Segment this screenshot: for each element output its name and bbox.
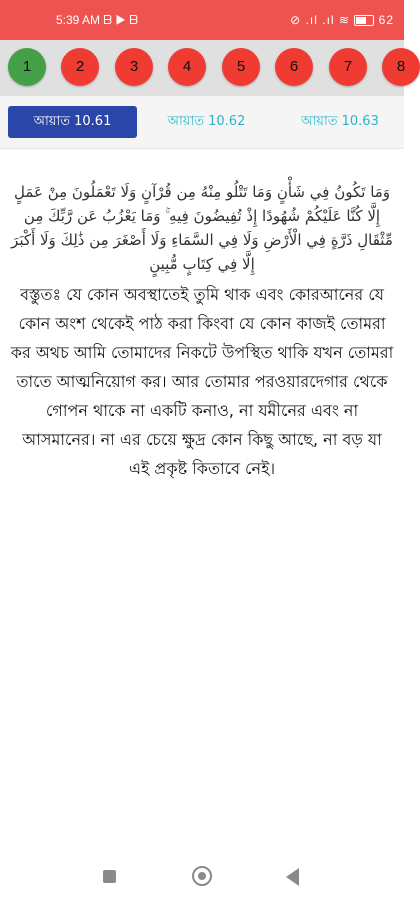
ayah-number-button[interactable]: 5	[222, 48, 260, 86]
battery-level: 62	[378, 13, 394, 27]
bengali-translation-text: বস্তুতঃ যে কোন অবস্থাতেই তুমি থাক এবং কোরআনের যে কোন অংশ থেকেই পাঠ করা কিংবা যে কোন কাজই তোমরা কর অথচ আমি তোমাদের নিকটে উপস্থিত থাকি যখন তোমরা তাতে আত্মনিয়োগ কর। আর তোমার পরওয়ারদেগার থেকে গোপন থাকে না একটি কনাও, না যমীনের এবং না আসমানের। না এর চেয়ে ক্ষুদ্র কোন কিছু আছে, না বড় যা এই প্রকৃষ্ট কিতাবে নেই।	[10, 285, 394, 478]
recent-apps-icon[interactable]	[103, 870, 116, 883]
ayah-number-button[interactable]: 3	[115, 48, 153, 86]
status-bar	[0, 0, 404, 40]
back-icon[interactable]	[286, 868, 299, 886]
battery-icon	[354, 15, 374, 26]
ayah-number-button[interactable]: 8	[382, 48, 420, 86]
tab-ayah-10-63[interactable]: আয়াত 10.63	[301, 114, 379, 129]
signal-wifi-icons: ⊘ .ıl .ıl ≋	[290, 13, 350, 27]
home-icon[interactable]	[192, 866, 212, 886]
arabic-verse-text: وَمَا تَكُونُ فِي شَأْنٍ وَمَا تَتْلُو مِنْهُ مِن قُرْآنٍ وَلَا تَعْمَلُونَ مِنْ عَمَلٍ إِلَّا كُنَّا عَلَيْكُمْ شُهُودًا إِذْ تُفِيضُونَ فِيهِ ۚ وَمَا يَعْزُبُ عَن رَّبِّكَ مِن مِّثْقَالِ ذَرَّةٍ فِي الْأَرْضِ وَلَا فِي السَّمَاءِ وَلَا أَصْغَرَ مِن ذَٰلِكَ وَلَا أَكْبَرَ إِلَّا فِي كِتَابٍ مُّبِينٍ	[11, 183, 393, 273]
ayah-number-pager[interactable]	[0, 40, 404, 96]
tab-ayah-10-62[interactable]: আয়াত 10.62	[167, 114, 246, 129]
ayah-number-button[interactable]: 6	[275, 48, 313, 86]
ayah-number-button[interactable]: 7	[329, 48, 367, 86]
status-time: 5:39 AM	[56, 13, 101, 27]
system-nav-bar	[0, 850, 404, 900]
ayah-content	[10, 180, 394, 483]
ayah-number-button[interactable]: 2	[61, 48, 99, 86]
notification-icons: ᗷ ▶ ᗷ	[103, 13, 139, 27]
ayah-tab-bar	[0, 96, 404, 149]
ayah-number-button[interactable]: 4	[168, 48, 206, 86]
tab-ayah-10-61[interactable]: আয়াত 10.61	[8, 106, 137, 138]
ayah-number-button[interactable]: 1	[8, 48, 46, 86]
